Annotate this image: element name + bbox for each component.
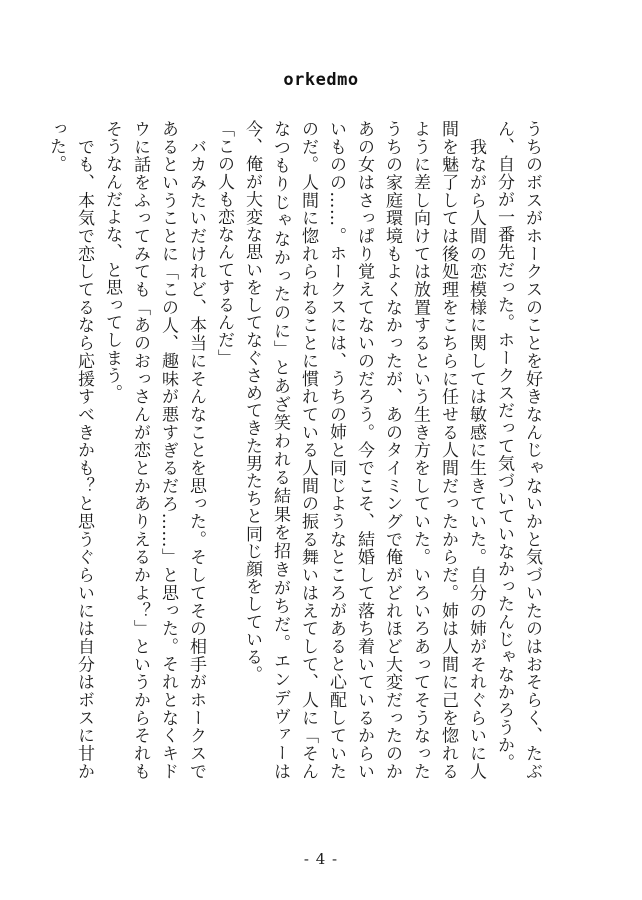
page-header-title: orkedmo: [283, 70, 359, 90]
paragraph: バカみたいだけれど、本当にそんなことを思った。そしてその相手がホークスであるということに「この人、趣味が悪すぎるだろ……」と思った。それとなくキドウに話をふってみても「あのおっさんが恋とかありえるかよ？」というからそれもそうなんだよな、と思ってしまう。: [102, 120, 206, 780]
vertical-text-body: [46, 120, 546, 780]
paragraph: うちのボスがホークスのことを好きなんじゃないかと気づいたのはおそらく、たぶん、自分が一番先だった。ホークスだって気づいていなかったんじゃなかろうか。: [494, 120, 542, 780]
paragraph: 「この人も恋なんてするんだ」: [214, 120, 234, 367]
paragraph: でも、本気で恋してるなら応援すべきかも？と思うぐらいには自分はボスに甘かった。: [46, 120, 94, 780]
paragraph: 我ながら人間の恋模様に関しては敏感に生きていた。自分の姉がそれぐらいに人間を魅了しては後処理をこちらに任せる人間だったからだ。姉は人間に己を惚れるように差し向けては放置するという生き方をしていた。いろいろあってそうなったうちの家庭環境もよくなかったが、あのタイミングで俺がどれほど大変だったのかあの女はさっぱり覚えてないのだろう。今でこそ、結婚して落ち着いているからいいものの……。ホークスには、うちの姉と同じようなところがあると心配していたのだ。人間に惚れられることに慣れている人間の振る舞いはえてして、人に「そんなつもりじゃなかったのに」とあざ笑われる結果を招きがちだ。エンデヴァーは今、俺が大変な思いをしてなぐさめてきた男たちと同じ顔をしている。: [242, 120, 486, 780]
page-number: - 4 -: [303, 850, 339, 868]
